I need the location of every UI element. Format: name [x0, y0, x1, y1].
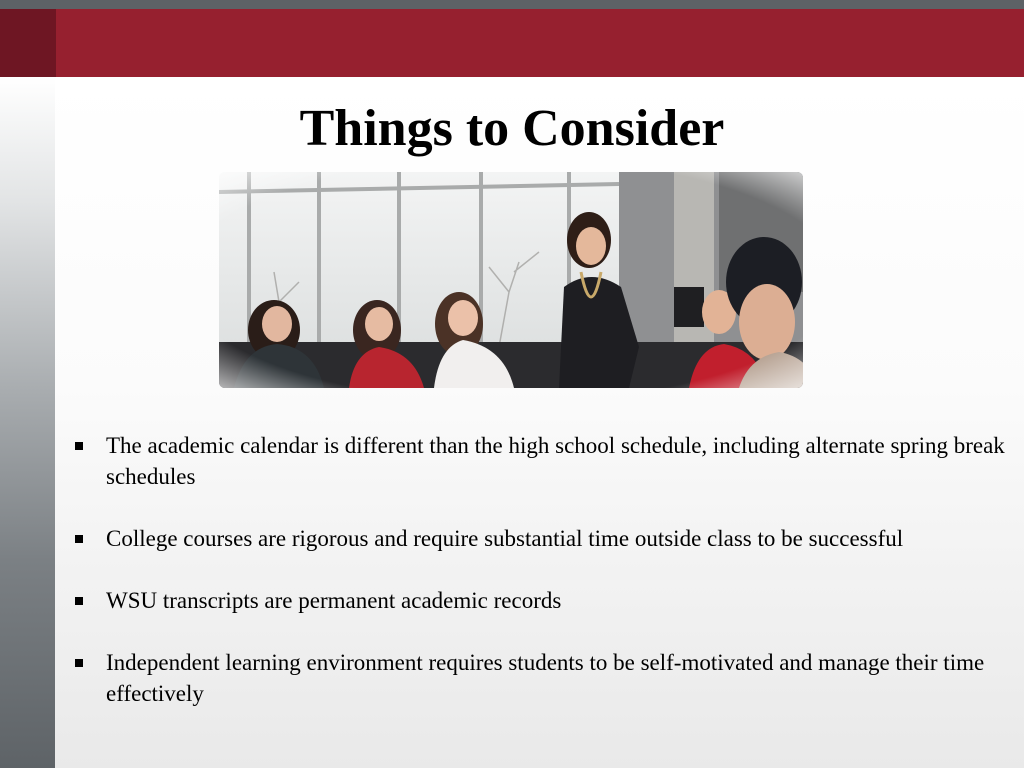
bullet-text: Independent learning environment requires students to be self-motivated and manage their time effectively	[106, 650, 985, 706]
classroom-photo	[219, 172, 803, 388]
list-item	[70, 585, 1010, 616]
square-bullet-icon	[75, 442, 83, 450]
bullet-text: The academic calendar is different than the high school schedule, including alternate spring break schedules	[106, 433, 1005, 489]
slide-title: Things to Consider	[299, 100, 725, 157]
header-banner	[0, 9, 1024, 77]
list-item	[70, 647, 1010, 709]
classroom-photo-icon	[219, 172, 803, 388]
bullet-text: College courses are rigorous and require substantial time outside class to be successful	[106, 526, 904, 551]
header-banner-accent	[0, 9, 56, 77]
list-item	[70, 523, 1010, 554]
square-bullet-icon	[75, 535, 83, 543]
top-strip	[0, 0, 1024, 9]
left-gradient-bar	[0, 77, 55, 768]
square-bullet-icon	[75, 597, 83, 605]
list-item	[70, 430, 1010, 492]
square-bullet-icon	[75, 659, 83, 667]
bullet-list	[70, 430, 1010, 740]
bullet-text: WSU transcripts are permanent academic records	[106, 588, 562, 613]
